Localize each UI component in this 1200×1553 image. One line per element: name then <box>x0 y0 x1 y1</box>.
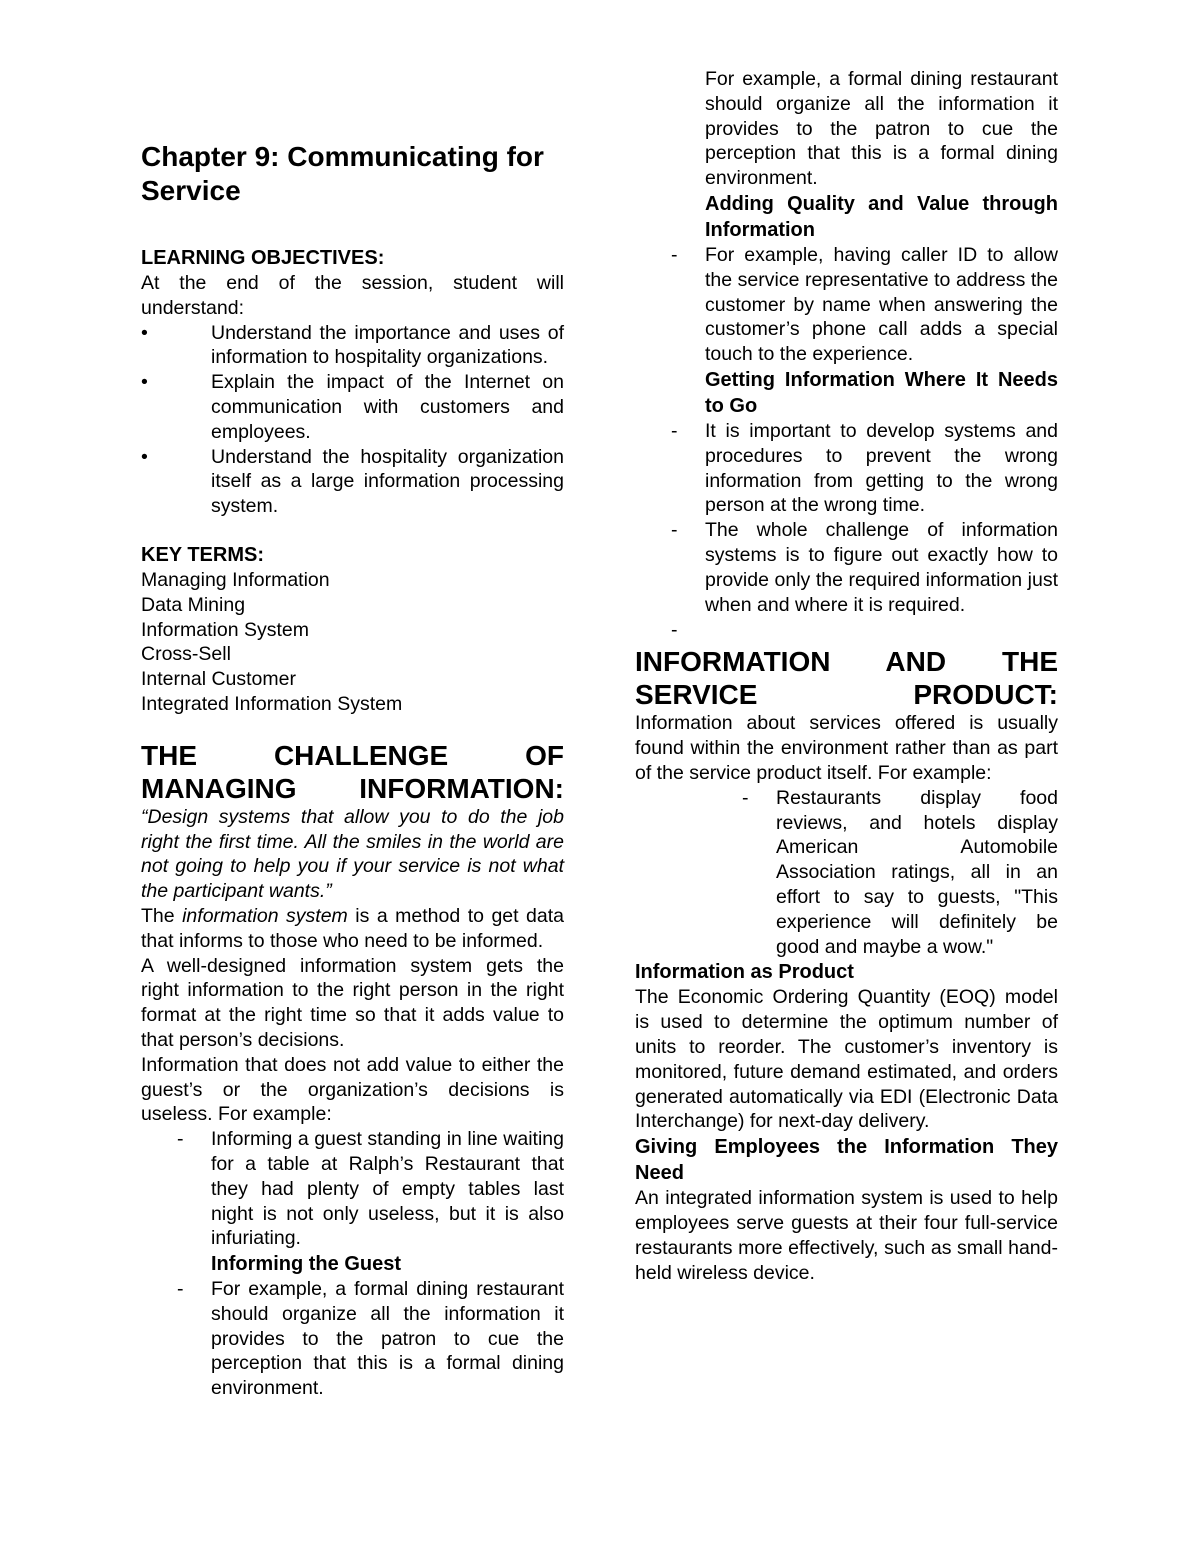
example-item <box>141 1277 564 1400</box>
service-product-text: Restaurants display food reviews, and hotels display American Automobile Association ratings, all in an effort to say to guests, "This experience will definitely be good and maybe a wow." <box>776 786 1058 958</box>
getting-info-item <box>635 518 1058 617</box>
key-terms-heading: KEY TERMS: <box>141 543 264 566</box>
objective-item <box>141 321 564 371</box>
objectives-intro: At the end of the session, student will understand: <box>141 272 564 319</box>
empty-dash-item: - <box>671 619 678 642</box>
chapter-title: Chapter 9: Communicating for Service <box>141 141 544 206</box>
example-continuation <box>635 68 1058 191</box>
service-product-heading-line1: INFORMATION AND THE <box>635 646 1058 678</box>
service-product-heading <box>635 645 1058 711</box>
example-text: For example, a formal dining restaurant should organize all the information it provides to the patron to cue the perception that this is a formal dining environment. <box>211 1278 564 1400</box>
key-terms-list <box>141 568 564 717</box>
giving-employees-heading: Giving Employees the Information They Need <box>635 1136 1058 1185</box>
bullet-icon: • <box>141 321 148 344</box>
key-term: Managing Information <box>141 568 330 591</box>
getting-info-list <box>635 419 1058 617</box>
example-item <box>141 1127 564 1251</box>
service-product-item <box>635 786 1058 960</box>
adding-quality-list <box>635 243 1058 367</box>
challenge-heading <box>141 739 564 805</box>
getting-info-text: The whole challenge of information systems is to figure out exactly how to provide only the required information just when and where it is required. <box>705 519 1058 616</box>
left-column <box>141 140 564 1400</box>
learning-objectives-heading: LEARNING OBJECTIVES: <box>141 247 385 269</box>
key-term: Internal Customer <box>141 668 296 691</box>
objectives-list <box>141 321 564 519</box>
dash-icon: - <box>671 244 678 266</box>
informing-guest-list <box>141 1277 564 1400</box>
challenge-quote: “Design systems that allow you to do the job right the first time. All the smiles in the world are not going to help you if your service is not what the participant wants.” <box>141 805 564 903</box>
getting-info-text: It is important to develop systems and procedures to prevent the wrong information from getting to the wrong person at the wrong time. <box>705 419 1058 517</box>
adding-quality-item <box>635 243 1058 367</box>
dash-icon: - <box>671 519 678 542</box>
key-term: Cross-Sell <box>141 643 231 666</box>
bullet-icon: • <box>141 371 148 394</box>
info-as-product-text: The Economic Ordering Quantity (EOQ) model is used to determine the optimum number of units to reorder. The customer’s inventory is monitored, future demand estimated, and orders generated automatically via EDI (Electronic Data Interchange) for next-day delivery. <box>635 986 1058 1133</box>
information-system-definition <box>141 904 564 954</box>
objective-text: Understand the hospitality organization itself as a large information processing system. <box>211 445 564 518</box>
informing-guest-heading: Informing the Guest <box>211 1253 401 1276</box>
objective-item <box>141 370 564 444</box>
getting-info-item <box>635 419 1058 518</box>
example-text: Informing a guest standing in line waiting for a table at Ralph’s Restaurant that they had plenty of empty tables last night is not only useless, but it is also infuriating. <box>211 1128 564 1250</box>
definition-term: information system <box>182 904 348 927</box>
challenge-examples <box>141 1127 564 1251</box>
dash-icon: - <box>742 786 749 809</box>
definition-suffix: is a method to get data that informs to those who need to be informed. <box>141 904 564 952</box>
service-product-list <box>635 786 1058 960</box>
key-term: Data Mining <box>141 593 246 616</box>
adding-quality-text: For example, having caller ID to allow the service representative to address the customer by name when answering the customer’s phone call adds a special touch to the experience. <box>705 244 1058 366</box>
dash-icon: - <box>671 419 678 442</box>
challenge-heading-line2: MANAGING INFORMATION: <box>141 772 564 804</box>
objective-text: Explain the impact of the Internet on communication with customers and employees. <box>211 371 564 443</box>
info-as-product-heading: Information as Product <box>635 961 854 984</box>
key-term: Information System <box>141 618 309 641</box>
right-column <box>635 68 1058 1285</box>
objective-text: Understand the importance and uses of information to hospitality organizations. <box>211 321 564 369</box>
challenge-paragraph: Information that does not add value to either the guest’s or the organization’s decisions is useless. For example: <box>141 1053 564 1126</box>
giving-employees-text: An integrated information system is used to help employees serve guests at their four full-service restaurants more effectively, such as small hand-held wireless device. <box>635 1187 1058 1284</box>
getting-info-heading: Getting Information Where It Needs to Go <box>705 368 1058 417</box>
bullet-icon: • <box>141 445 148 468</box>
objective-item <box>141 445 564 519</box>
key-term: Integrated Information System <box>141 692 403 715</box>
adding-quality-heading: Adding Quality and Value through Information <box>705 193 1058 241</box>
dash-icon: - <box>177 1128 184 1151</box>
service-product-intro: Information about services offered is usually found within the environment rather than as part of the service product itself. For example: <box>635 712 1058 784</box>
example-continuation-text: For example, a formal dining restaurant should organize all the information it provides to the patron to cue the perception that this is a formal dining environment. <box>705 68 1058 190</box>
challenge-heading-line1: THE CHALLENGE OF <box>141 739 564 771</box>
definition-prefix: The <box>141 904 183 927</box>
challenge-paragraph: A well-designed information system gets the right information to the right person in the right format at the right time so that it adds value to that person’s decisions. <box>141 954 564 1051</box>
service-product-heading-line2: SERVICE PRODUCT: <box>635 679 1058 711</box>
dash-icon: - <box>177 1278 184 1301</box>
